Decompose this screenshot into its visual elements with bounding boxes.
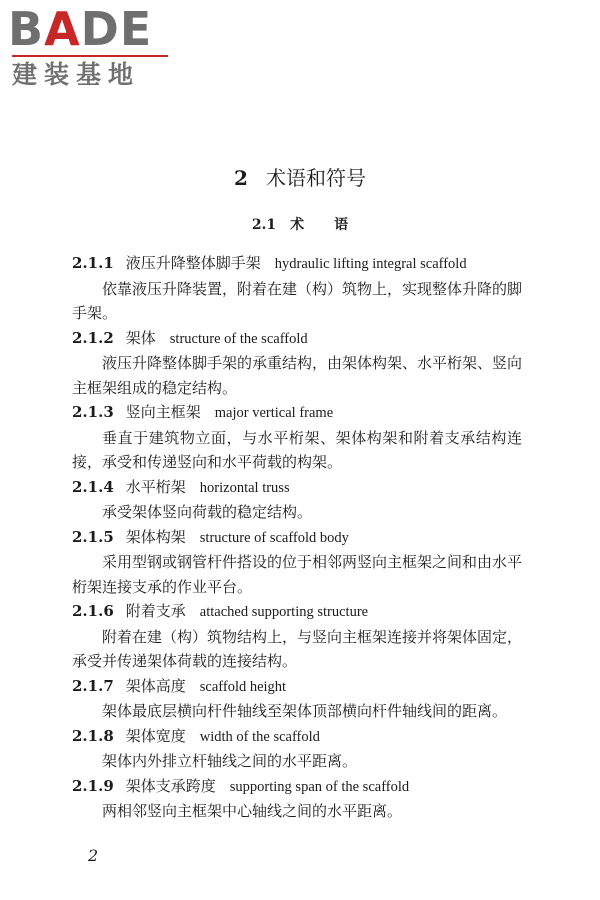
term-heading: [72, 400, 522, 426]
term-english: supporting span of the scaffold: [229, 778, 410, 795]
term-definition: 采用型钢或钢管杆件搭设的位于相邻两竖向主框架之间和由水平桁架连接支承的作业平台。: [72, 553, 523, 596]
term-number: 2.1.5: [72, 527, 114, 546]
term-number: 2.1.9: [72, 776, 114, 795]
term-english: scaffold height: [199, 678, 287, 695]
term-chinese: 水平桁架: [125, 477, 186, 496]
term-definition: 架体内外排立杆轴线之间的水平距离。: [102, 752, 358, 770]
section-title-part-1: 术: [290, 217, 305, 233]
terms-list: [72, 251, 522, 824]
page-number: 2: [88, 846, 99, 865]
term-definition: 两相邻竖向主框架中心轴线之间的水平距离。: [102, 802, 403, 820]
term-definition: 依靠液压升降装置，附着在建（构）筑物上，实现整体升降的脚手架。: [72, 279, 523, 322]
chapter-number: 2: [234, 166, 248, 190]
term-chinese: 架体高度: [125, 676, 186, 695]
term-english: horizontal truss: [199, 479, 290, 496]
term-entry: [72, 400, 522, 475]
term-entry: [72, 251, 522, 326]
chapter-title: 术语和符号: [265, 166, 366, 190]
term-heading: [72, 674, 522, 700]
term-entry: [72, 674, 522, 724]
logo-chinese-name: 建装基地: [12, 60, 141, 89]
term-number: 2.1.3: [72, 403, 114, 421]
term-english: structure of the scaffold: [169, 330, 308, 347]
term-heading: [72, 599, 522, 625]
term-chinese: 竖向主框架: [125, 403, 201, 421]
term-english: attached supporting structure: [199, 604, 369, 620]
term-entry: [72, 475, 522, 525]
term-entry: [72, 326, 522, 401]
section-title-part-2: 语: [334, 217, 349, 233]
term-heading: [72, 326, 522, 352]
term-entry: [72, 599, 522, 674]
term-chinese: 液压升降整体脚手架: [125, 254, 261, 272]
bade-logo: [8, 4, 178, 90]
term-number: 2.1.4: [72, 477, 114, 496]
term-chinese: 架体: [125, 328, 156, 347]
term-english: width of the scaffold: [199, 728, 320, 745]
term-number: 2.1.8: [72, 726, 114, 745]
term-english: hydraulic lifting integral scaffold: [274, 256, 467, 272]
term-heading: [72, 475, 522, 501]
term-number: 2.1.7: [72, 676, 114, 695]
term-english: structure of scaffold body: [199, 529, 349, 546]
term-number: 2.1.1: [72, 254, 114, 272]
section-number: 2.1: [251, 217, 277, 233]
term-heading: [72, 525, 522, 551]
term-heading: [72, 251, 522, 277]
term-chinese: 架体支承跨度: [125, 776, 216, 795]
term-definition: 承受架体竖向荷载的稳定结构。: [102, 503, 313, 521]
logo-wordmark: BADE: [8, 2, 153, 56]
term-definition: 附着在建（构）筑物结构上，与竖向主框架连接并将架体固定，承受并传递架体荷载的连接结构。: [72, 627, 523, 670]
term-definition: 液压升降整体脚手架的承重结构，由架体构架、水平桁架、竖向主框架组成的稳定结构。: [72, 354, 523, 397]
term-chinese: 架体构架: [125, 527, 186, 546]
term-chinese: 架体宽度: [125, 726, 186, 745]
term-number: 2.1.2: [72, 328, 114, 347]
term-entry: [72, 724, 522, 774]
term-entry: [72, 525, 522, 600]
term-heading: [72, 724, 522, 750]
section-heading: [0, 214, 600, 236]
term-definition: 垂直于建筑物立面，与水平桁架、架体构架和附着支承结构连接，承受和传递竖向和水平荷载的构架。: [72, 428, 522, 471]
term-entry: [72, 774, 522, 824]
term-english: major vertical frame: [214, 405, 334, 421]
term-number: 2.1.6: [72, 602, 114, 620]
term-definition: 架体最底层横向杆件轴线至架体顶部横向杆件轴线间的距离。: [102, 702, 508, 720]
term-chinese: 附着支承: [125, 602, 186, 620]
term-heading: [72, 774, 522, 800]
chapter-heading: [0, 164, 600, 192]
